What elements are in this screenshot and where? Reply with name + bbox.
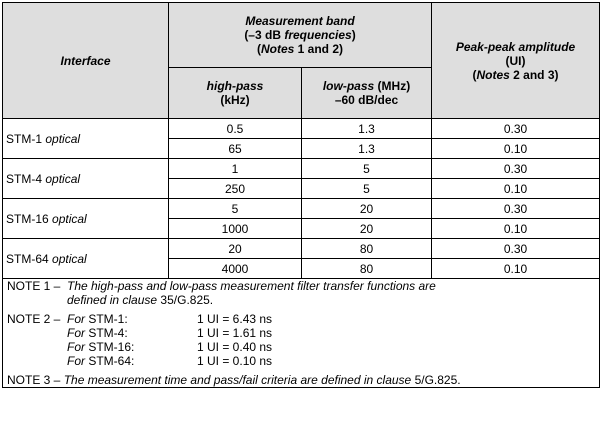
- amplitude-cell: 0.10: [432, 219, 600, 239]
- ui-conversion-row: For STM-16: 1 UI = 0.40 ns: [67, 340, 273, 354]
- amplitude-cell: 0.30: [432, 159, 600, 179]
- ui-conversion-row: For STM-4: 1 UI = 1.61 ns: [67, 326, 273, 340]
- low-pass-cell: 5: [302, 159, 432, 179]
- high-pass-cell: 1000: [169, 219, 302, 239]
- high-pass-cell: 0.5: [169, 119, 302, 139]
- high-pass-cell: 5: [169, 199, 302, 219]
- interface-cell: STM-1 optical: [3, 119, 169, 159]
- header-measurement-band: Measurement band (–3 dB frequencies) (Notes 1 and 2): [169, 3, 432, 68]
- note-3: NOTE 3 – The measurement time and pass/fail criteria are defined in clause 5/G.825.: [7, 373, 461, 387]
- high-pass-cell: 65: [169, 139, 302, 159]
- low-pass-cell: 1.3: [302, 139, 432, 159]
- high-pass-cell: 20: [169, 239, 302, 259]
- low-pass-cell: 20: [302, 219, 432, 239]
- header-interface: Interface: [3, 3, 169, 119]
- table-row: [3, 199, 600, 219]
- low-pass-cell: 80: [302, 259, 432, 279]
- amplitude-cell: 0.30: [432, 239, 600, 259]
- header-low-pass: low-pass (MHz) –60 dB/dec: [302, 68, 432, 119]
- table-row: [3, 159, 600, 179]
- high-pass-cell: 250: [169, 179, 302, 199]
- low-pass-cell: 5: [302, 179, 432, 199]
- low-pass-cell: 80: [302, 239, 432, 259]
- header-high-pass: high-pass (kHz): [169, 68, 302, 119]
- ui-conversion-row: For STM-1: 1 UI = 6.43 ns: [67, 312, 273, 326]
- amplitude-cell: 0.10: [432, 139, 600, 159]
- interface-cell: STM-64 optical: [3, 239, 169, 279]
- note-2: NOTE 2 – For STM-1: 1 UI = 6.43 ns For STM-4: 1 UI = 1.61 ns For STM-16: 1 UI = 0.40 ns For STM-64: 1 UI = 0.10 ns: [7, 312, 273, 368]
- amplitude-cell: 0.10: [432, 179, 600, 199]
- header-peak-peak-amplitude: Peak-peak amplitude (UI) (Notes 2 and 3): [432, 3, 600, 119]
- notes-block: [3, 279, 600, 388]
- table-row: [3, 119, 600, 139]
- jitter-tolerance-table: [2, 2, 600, 388]
- note-1: NOTE 1 – The high-pass and low-pass measurement filter transfer functions are defined in clause 35/G.825.: [7, 279, 436, 307]
- ui-conversion-row: For STM-64: 1 UI = 0.10 ns: [67, 354, 273, 368]
- amplitude-cell: 0.30: [432, 119, 600, 139]
- low-pass-cell: 1.3: [302, 119, 432, 139]
- amplitude-cell: 0.30: [432, 199, 600, 219]
- high-pass-cell: 1: [169, 159, 302, 179]
- table-row: [3, 239, 600, 259]
- amplitude-cell: 0.10: [432, 259, 600, 279]
- low-pass-cell: 20: [302, 199, 432, 219]
- high-pass-cell: 4000: [169, 259, 302, 279]
- interface-cell: STM-16 optical: [3, 199, 169, 239]
- interface-cell: STM-4 optical: [3, 159, 169, 199]
